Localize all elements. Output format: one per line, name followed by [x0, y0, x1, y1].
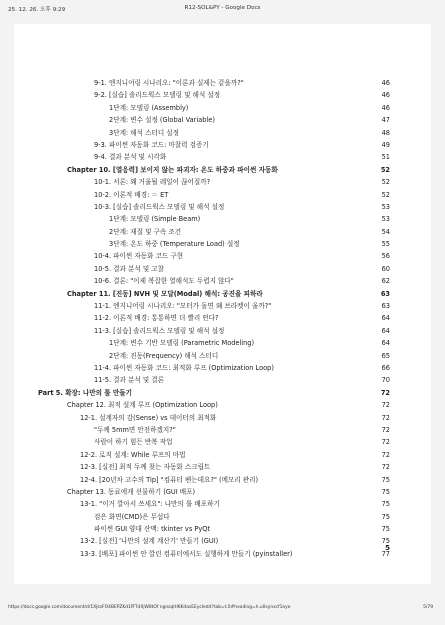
toc-entry[interactable] [14, 412, 431, 424]
toc-entry[interactable] [14, 498, 431, 510]
toc-entry[interactable] [14, 523, 431, 535]
toc-entry-title[interactable]: 11-2. 이론적 배경: 통통하면 더 빨리 떤다? [94, 314, 219, 323]
toc-entry[interactable] [14, 312, 431, 324]
toc-entry-page: 62 [381, 277, 390, 286]
toc-entry-page: 55 [381, 240, 390, 249]
toc-entry[interactable] [14, 127, 431, 139]
toc-entry-page: 72 [381, 463, 390, 472]
toc-entry-page: 56 [381, 252, 390, 261]
toc-entry-page: 48 [381, 128, 390, 137]
toc-entry-page: 75 [381, 475, 390, 484]
toc-entry-page: 75 [381, 487, 390, 496]
toc-entry-title[interactable]: 1단계: 모델링 (Simple Beam) [109, 215, 201, 224]
toc-entry-title[interactable]: "두께 5mm면 안전하겠지?" [94, 425, 176, 434]
toc-entry-title[interactable]: 11-3. [실습] 솔리드웍스 모델링 및 해석 설정 [94, 326, 225, 335]
toc-entry-title[interactable]: 검은 화면(CMD)은 무섭다 [94, 512, 170, 521]
toc-entry[interactable] [14, 238, 431, 250]
toc-entry[interactable] [14, 424, 431, 436]
toc-entry[interactable] [14, 102, 431, 114]
toc-entry-page: 54 [381, 227, 390, 236]
toc-entry-page: 52 [381, 178, 390, 187]
toc-entry-page: 64 [381, 339, 390, 348]
toc-entry-title[interactable]: Part 5. 확장: 나만의 툴 만들기 [38, 388, 133, 397]
toc-entry[interactable] [14, 89, 431, 101]
toc-entry-title[interactable]: 2단계: 변수 설정 (Global Variable) [109, 116, 215, 125]
toc-entry-title[interactable]: 10-5. 결과 분석 및 고찰 [94, 264, 165, 273]
toc-entry[interactable] [14, 436, 431, 448]
toc-entry[interactable] [14, 337, 431, 349]
toc-entry-page: 75 [381, 500, 390, 509]
toc-entry-title[interactable]: 파이썬 GUI 양대 산맥: tkinter vs PyQt [94, 525, 211, 534]
toc-entry-title[interactable]: 10-3. [실습] 솔리드웍스 모델링 및 해석 설정 [94, 202, 225, 211]
toc-entry[interactable] [14, 548, 431, 560]
toc-entry-title[interactable]: 10-6. 결론: "이제 복잡한 열해석도 두렵지 않다" [94, 277, 234, 286]
toc-entry-title[interactable]: 9-3. 파이썬 자동화 코드: 마찰력 검증기 [94, 140, 209, 149]
toc-entry[interactable] [14, 486, 431, 498]
toc-entry-page: 49 [381, 140, 390, 149]
toc-entry-page: 46 [381, 103, 390, 112]
toc-entry-page: 72 [380, 388, 390, 397]
toc-entry-title[interactable]: 3단계: 해석 스터디 설정 [109, 128, 180, 137]
toc-entry-page: 53 [381, 202, 390, 211]
toc-entry[interactable] [14, 201, 431, 213]
toc-entry-page: 64 [381, 314, 390, 323]
toc-entry-title[interactable]: 12-1. 설계자의 감(Sense) vs 데이터의 최적화 [80, 413, 217, 422]
toc-entry[interactable] [14, 535, 431, 547]
toc-entry-page: 46 [381, 91, 390, 100]
toc-entry-page: 51 [381, 153, 390, 162]
print-datetime: 25. 12. 26. 오후 9:29 [8, 7, 66, 13]
toc-entry-title[interactable]: Chapter 13. 동료에게 선물하기 (GUI 배포) [67, 487, 196, 496]
toc-entry-title[interactable]: 9-4. 결과 분석 및 시각화 [94, 153, 167, 162]
toc-entry-page: 66 [381, 363, 390, 372]
toc-entry-title[interactable]: 9-1. 엔지니어링 시나리오: "이론과 실제는 같을까?" [94, 79, 244, 87]
toc-entry-page: 75 [381, 537, 390, 546]
document-page [14, 24, 431, 584]
toc-entry-page: 63 [381, 302, 390, 311]
toc-entry-page: 64 [381, 326, 390, 335]
toc-entry-title[interactable]: 12-4. [20년차 고수의 Tip] "컴퓨터 팬는데요?" (메모리 관리) [80, 475, 259, 484]
toc-entry-title[interactable]: 9-2. [실습] 솔리드웍스 모델링 및 해석 설정 [94, 91, 221, 100]
toc-entry-title[interactable]: 1단계: 모델링 (Assembly) [109, 103, 189, 112]
toc-entry-page: 60 [381, 264, 390, 273]
toc-entry-page: 75 [381, 525, 390, 534]
toc-entry-title[interactable]: 13-2. [실전] '나만의 설계 계산기' 만들기 (GUI) [80, 537, 219, 546]
toc-entry-title[interactable]: 12-3. [실전] 최적 두께 찾는 자동화 스크립트 [80, 463, 211, 472]
toc-entry[interactable] [14, 362, 431, 374]
toc-entry-page: 77 [381, 549, 390, 558]
toc-entry-page: 70 [381, 376, 390, 385]
toc-entry-page: 72 [381, 401, 390, 410]
toc-entry[interactable] [14, 374, 431, 386]
toc-entry[interactable] [14, 114, 431, 126]
toc-entry-title[interactable]: 10-1. 서론: 왜 거울될 레일이 끊어질까? [94, 178, 211, 187]
toc-entry-title[interactable]: 12-2. 로직 설계: While 루프의 마법 [80, 450, 186, 459]
toc-entry-page: 72 [381, 425, 390, 434]
toc-entry[interactable] [14, 263, 431, 275]
toc-entry[interactable] [14, 511, 431, 523]
toc-entry[interactable] [14, 164, 431, 176]
print-header [0, 4, 445, 16]
toc-entry-title[interactable]: 3단계: 온도 하중 (Temperature Load) 설정 [109, 240, 240, 249]
toc-entry-title[interactable]: 2단계: 재질 및 구속 조건 [109, 227, 182, 236]
page-number: 5 [385, 544, 390, 552]
toc-entry[interactable] [14, 449, 431, 461]
toc-entry[interactable] [14, 474, 431, 486]
toc-entry-title[interactable]: 13-3. [배포] 파이썬 안 깔린 컴퓨터에서도 실행하게 만들기 (pyinstaller) [80, 549, 293, 558]
toc-entry[interactable] [14, 213, 431, 225]
toc-entry-title[interactable]: Chapter 10. [열응력] 보이지 않는 파괴자: 온도 하중과 파이썬 자동화 [67, 165, 278, 174]
toc-entry-title[interactable]: 13-1. "이거 깔아서 쓰세요": 나만의 툴 배포하기 [80, 500, 220, 509]
toc-entry[interactable] [14, 461, 431, 473]
print-page-count: 5/79 [423, 605, 433, 610]
toc-entry[interactable] [14, 350, 431, 362]
toc-entry-title[interactable]: Chapter 11. [진동] NVH 및 모달(Modal) 해석: 공진을 피하라 [67, 289, 263, 298]
toc-entry-page: 52 [380, 165, 390, 174]
toc-entry[interactable] [14, 189, 431, 201]
toc-entry[interactable] [14, 226, 431, 238]
toc-entry-page: 46 [381, 79, 390, 87]
toc-entry-title[interactable]: 1단계: 변수 기반 모델링 (Parametric Modeling) [109, 339, 255, 348]
toc-entry-page: 65 [381, 351, 390, 360]
toc-entry-page: 75 [381, 512, 390, 521]
toc-entry[interactable] [14, 77, 431, 89]
toc-entry[interactable] [14, 325, 431, 337]
toc-entry-page: 72 [381, 438, 390, 447]
toc-entry[interactable] [14, 387, 431, 399]
toc-entry-title[interactable]: 11-4. 파이썬 자동화 코드: 최적화 루프 (Optimization Loop) [94, 363, 274, 372]
toc-entry-title[interactable]: Chapter 12. 최적 설계 루프 (Optimization Loop) [67, 401, 218, 410]
toc-entry-title[interactable]: 사람이 하기 힘든 반복 작업 [94, 438, 173, 447]
toc-entry[interactable] [14, 250, 431, 262]
table-of-contents [14, 77, 431, 560]
toc-entry[interactable] [14, 176, 431, 188]
toc-entry[interactable] [14, 139, 431, 151]
toc-entry-title[interactable]: 10-2. 이론적 배경: ＝ ET [94, 190, 169, 199]
print-url: https://docs.google.com/document/d/1XjksFO4BEPZKd1fFTdXjW8tOf ngnzqlH6KdasEEycIedit?tab=t.0#heading=h.u0synxcf1oye [8, 605, 291, 610]
toc-entry-page: 47 [381, 116, 390, 125]
toc-entry-page: 72 [381, 450, 390, 459]
toc-entry-title[interactable]: 11-5. 결과 분석 및 결론 [94, 376, 165, 385]
toc-entry-title[interactable]: 10-4. 파이썬 자동화 코드 구현 [94, 252, 184, 261]
print-document-title: R12-SOL&PY - Google Docs [184, 5, 261, 11]
toc-entry-page: 52 [381, 190, 390, 199]
toc-entry-page: 63 [380, 289, 390, 298]
toc-entry[interactable] [14, 151, 431, 163]
toc-entry[interactable] [14, 275, 431, 287]
toc-entry[interactable] [14, 300, 431, 312]
print-footer [0, 605, 445, 615]
toc-entry-title[interactable]: 2단계: 진동(Frequency) 해석 스터디 [109, 351, 219, 360]
toc-entry[interactable] [14, 288, 431, 300]
toc-entry[interactable] [14, 399, 431, 411]
toc-entry-page: 53 [381, 215, 390, 224]
toc-entry-page: 72 [381, 413, 390, 422]
toc-entry-title[interactable]: 11-1. 엔지니어링 시나리오: "모터가 돌면 왜 브라켓이 울까?" [94, 302, 272, 311]
